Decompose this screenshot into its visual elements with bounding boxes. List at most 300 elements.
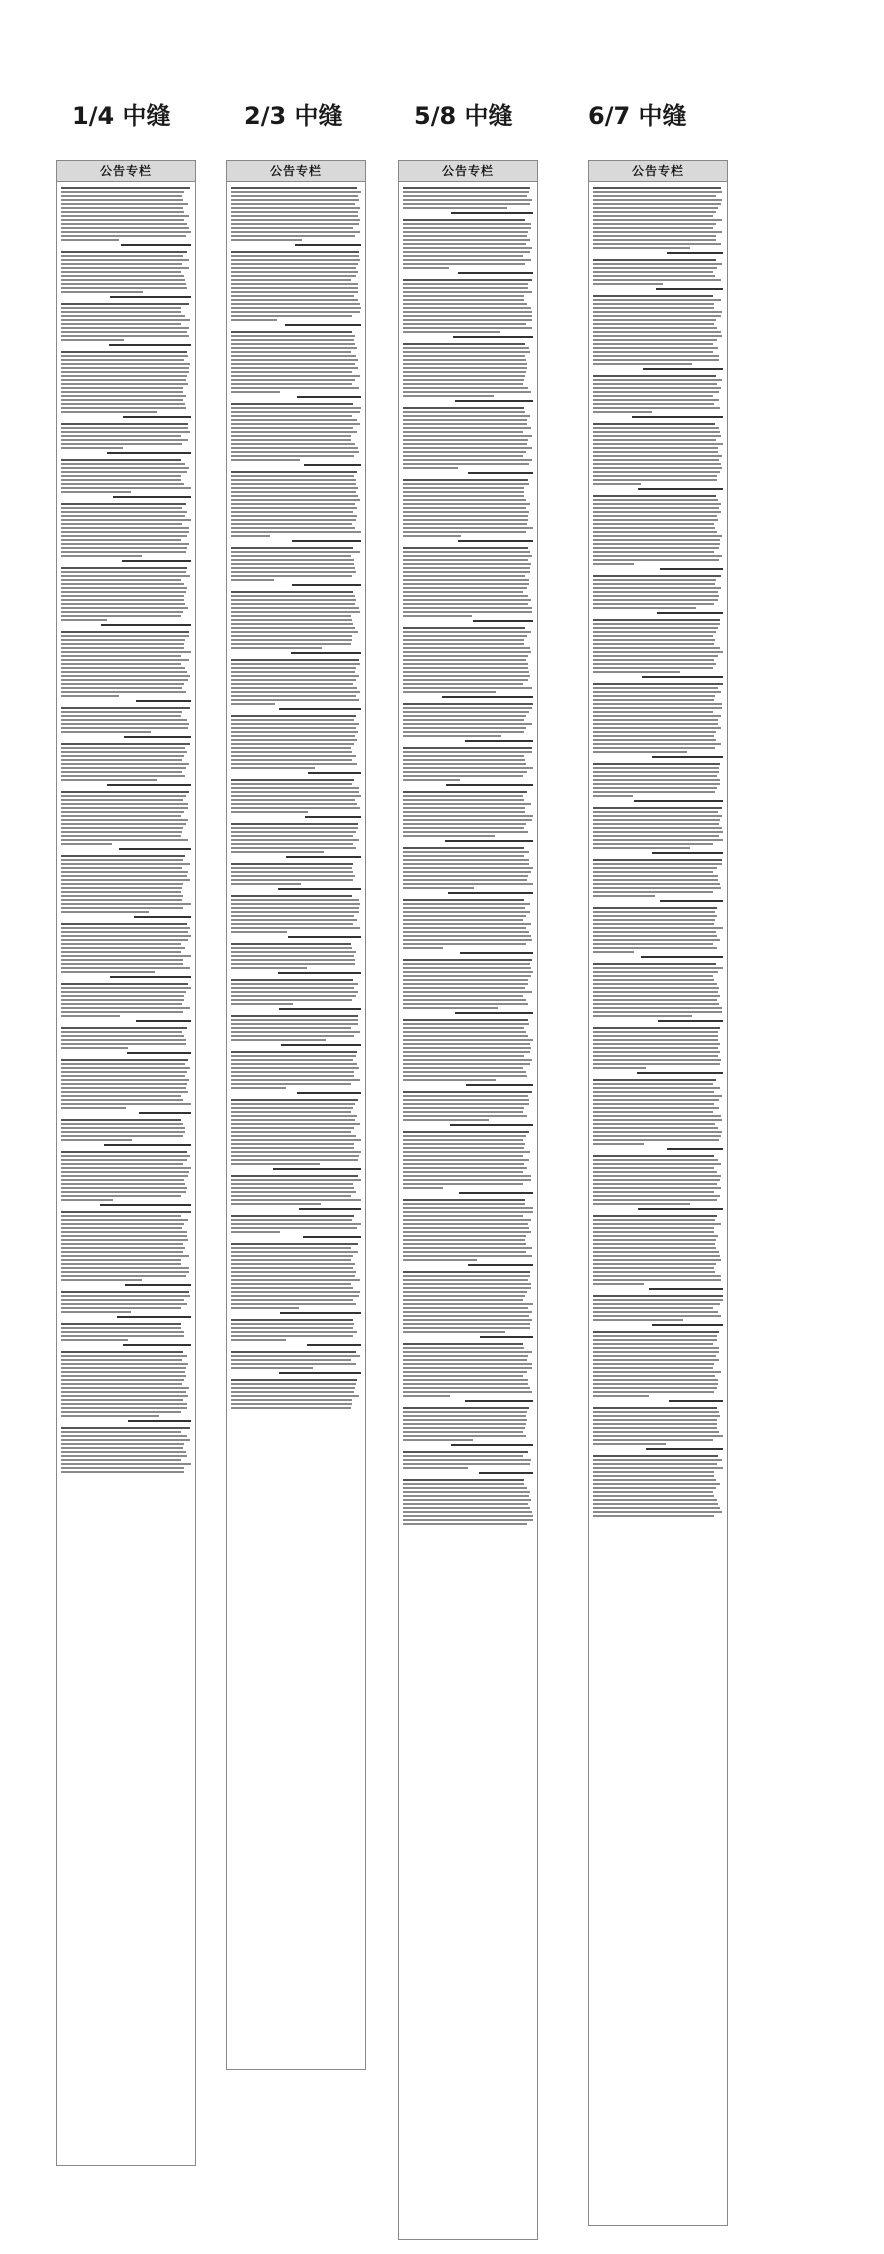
text-line bbox=[61, 1355, 187, 1357]
notice-signature bbox=[280, 1312, 361, 1314]
text-line bbox=[231, 1035, 354, 1037]
notice-signature bbox=[119, 848, 191, 850]
text-line bbox=[403, 1243, 526, 1245]
text-line bbox=[61, 523, 182, 525]
notice-signature bbox=[480, 1336, 533, 1338]
text-line bbox=[61, 215, 189, 217]
notice-item bbox=[231, 1319, 361, 1346]
notice-item bbox=[403, 1343, 533, 1402]
text-line bbox=[61, 275, 184, 277]
text-line bbox=[403, 855, 524, 857]
text-line bbox=[231, 791, 359, 793]
text-line bbox=[403, 899, 524, 901]
text-line bbox=[61, 1231, 187, 1233]
text-line bbox=[593, 1271, 715, 1273]
text-line bbox=[61, 999, 184, 1001]
text-line bbox=[61, 1363, 188, 1365]
text-line bbox=[403, 1183, 523, 1185]
text-line bbox=[403, 1199, 525, 1201]
text-line bbox=[403, 1379, 528, 1381]
text-line bbox=[403, 1331, 505, 1333]
column-header: 公告专栏 bbox=[589, 161, 727, 182]
text-line bbox=[403, 307, 531, 309]
text-line bbox=[593, 939, 720, 941]
notice-signature bbox=[458, 272, 533, 274]
text-line bbox=[403, 1507, 530, 1509]
text-line bbox=[403, 755, 524, 757]
text-line bbox=[61, 1167, 191, 1169]
text-line bbox=[61, 1431, 181, 1433]
text-line bbox=[61, 199, 183, 201]
text-line bbox=[403, 887, 474, 889]
text-line bbox=[593, 223, 716, 225]
text-line bbox=[593, 239, 716, 241]
notice-item bbox=[231, 331, 361, 398]
text-line bbox=[403, 1223, 528, 1225]
column-label-4: 6/7 中缝 bbox=[588, 102, 687, 130]
text-line bbox=[403, 1239, 525, 1241]
text-line bbox=[61, 895, 183, 897]
text-line bbox=[403, 1215, 523, 1217]
text-line bbox=[231, 607, 359, 609]
text-line bbox=[593, 1347, 719, 1349]
text-line bbox=[593, 1391, 714, 1393]
text-line bbox=[61, 819, 188, 821]
text-line bbox=[403, 859, 529, 861]
text-line bbox=[231, 903, 360, 905]
text-line bbox=[61, 759, 182, 761]
notice-signature bbox=[113, 496, 191, 498]
text-line bbox=[403, 1107, 524, 1109]
notice-item bbox=[61, 1151, 191, 1206]
text-line bbox=[403, 1271, 530, 1273]
text-line bbox=[61, 1267, 189, 1269]
notice-item bbox=[231, 779, 361, 818]
text-line bbox=[593, 1495, 714, 1497]
text-line bbox=[593, 1171, 717, 1173]
text-line bbox=[61, 1339, 128, 1341]
text-line bbox=[61, 831, 182, 833]
text-line bbox=[231, 295, 354, 297]
text-line bbox=[231, 219, 360, 221]
text-line bbox=[61, 207, 183, 209]
text-line bbox=[593, 643, 714, 645]
text-line bbox=[61, 503, 186, 505]
text-line bbox=[403, 1407, 529, 1409]
notice-item bbox=[61, 1119, 191, 1146]
text-line bbox=[593, 463, 721, 465]
text-line bbox=[231, 355, 356, 357]
text-line bbox=[61, 195, 182, 197]
text-line bbox=[403, 379, 524, 381]
text-line bbox=[231, 1147, 354, 1149]
text-line bbox=[403, 423, 527, 425]
text-line bbox=[231, 187, 357, 189]
notice-item bbox=[593, 575, 723, 614]
text-line bbox=[403, 911, 530, 913]
notice-item bbox=[403, 1091, 533, 1126]
text-line bbox=[231, 231, 360, 233]
text-line bbox=[231, 731, 358, 733]
text-line bbox=[593, 1123, 715, 1125]
notice-signature bbox=[642, 676, 723, 678]
text-line bbox=[593, 527, 715, 529]
text-line bbox=[231, 1307, 299, 1309]
text-line bbox=[403, 767, 533, 769]
notice-item bbox=[61, 459, 191, 498]
text-line bbox=[403, 287, 528, 289]
text-line bbox=[231, 343, 355, 345]
text-line bbox=[231, 499, 360, 501]
text-line bbox=[403, 591, 523, 593]
text-line bbox=[593, 1487, 716, 1489]
notice-item bbox=[231, 1379, 361, 1409]
text-line bbox=[231, 439, 351, 441]
text-line bbox=[593, 1127, 718, 1129]
text-line bbox=[231, 679, 356, 681]
notice-item bbox=[61, 251, 191, 298]
text-line bbox=[61, 351, 187, 353]
notice-item bbox=[61, 743, 191, 786]
text-line bbox=[593, 355, 719, 357]
text-line bbox=[61, 1395, 188, 1397]
text-line bbox=[403, 919, 523, 921]
text-line bbox=[231, 631, 358, 633]
text-line bbox=[231, 1395, 359, 1397]
text-line bbox=[593, 1239, 716, 1241]
text-line bbox=[593, 767, 719, 769]
notice-item bbox=[231, 1215, 361, 1238]
text-line bbox=[593, 923, 714, 925]
text-line bbox=[593, 379, 722, 381]
text-line bbox=[61, 399, 183, 401]
text-line bbox=[61, 955, 191, 957]
text-line bbox=[403, 1207, 533, 1209]
text-line bbox=[593, 295, 713, 297]
text-line bbox=[403, 263, 525, 265]
text-line bbox=[231, 991, 358, 993]
text-line bbox=[231, 1267, 353, 1269]
text-line bbox=[593, 659, 714, 661]
text-line bbox=[61, 671, 187, 673]
text-line bbox=[403, 1151, 530, 1153]
notice-list bbox=[227, 182, 365, 1417]
text-line bbox=[593, 1375, 715, 1377]
text-line bbox=[231, 1283, 351, 1285]
column-header: 公告专栏 bbox=[57, 161, 195, 182]
notice-item bbox=[231, 1099, 361, 1170]
notice-item bbox=[231, 979, 361, 1010]
text-line bbox=[231, 867, 352, 869]
text-line bbox=[403, 703, 533, 705]
text-line bbox=[593, 543, 720, 545]
text-line bbox=[61, 691, 186, 693]
text-line bbox=[61, 335, 189, 337]
notice-signature bbox=[128, 1420, 191, 1422]
text-line bbox=[61, 939, 188, 941]
text-line bbox=[403, 1139, 523, 1141]
text-line bbox=[403, 639, 524, 641]
text-line bbox=[61, 307, 181, 309]
text-line bbox=[593, 951, 634, 953]
notice-item bbox=[231, 1243, 361, 1314]
text-line bbox=[231, 863, 353, 865]
text-line bbox=[593, 683, 723, 685]
notice-signature bbox=[123, 416, 191, 418]
notice-item bbox=[231, 943, 361, 974]
text-line bbox=[593, 235, 716, 237]
text-line bbox=[231, 531, 361, 533]
text-line bbox=[593, 895, 655, 897]
text-line bbox=[61, 967, 190, 969]
text-line bbox=[231, 999, 352, 1001]
text-line bbox=[403, 735, 501, 737]
notice-signature bbox=[658, 1020, 723, 1022]
text-line bbox=[231, 767, 315, 769]
text-line bbox=[593, 995, 720, 997]
text-line bbox=[403, 299, 524, 301]
text-line bbox=[403, 1327, 530, 1329]
text-line bbox=[403, 347, 529, 349]
text-line bbox=[403, 1347, 524, 1349]
text-line bbox=[403, 191, 529, 193]
notice-item bbox=[231, 1015, 361, 1046]
text-line bbox=[231, 835, 353, 837]
text-line bbox=[61, 359, 184, 361]
text-line bbox=[593, 627, 718, 629]
text-line bbox=[231, 1387, 355, 1389]
text-line bbox=[61, 1063, 185, 1065]
text-line bbox=[403, 1483, 524, 1485]
text-line bbox=[403, 1219, 531, 1221]
text-line bbox=[593, 1267, 714, 1269]
text-line bbox=[403, 255, 523, 257]
text-line bbox=[593, 731, 716, 733]
text-line bbox=[593, 411, 652, 413]
text-line bbox=[61, 807, 188, 809]
text-line bbox=[403, 663, 528, 665]
text-line bbox=[403, 1111, 523, 1113]
text-line bbox=[61, 803, 188, 805]
notice-item bbox=[403, 1199, 533, 1266]
text-line bbox=[593, 999, 717, 1001]
text-line bbox=[593, 711, 713, 713]
text-line bbox=[61, 727, 188, 729]
text-line bbox=[231, 359, 358, 361]
text-line bbox=[61, 1195, 181, 1197]
text-line bbox=[403, 647, 530, 649]
text-line bbox=[593, 435, 721, 437]
text-line bbox=[403, 571, 530, 573]
text-line bbox=[403, 691, 496, 693]
text-line bbox=[231, 563, 354, 565]
text-line bbox=[61, 1451, 186, 1453]
text-line bbox=[231, 331, 352, 333]
text-line bbox=[593, 787, 717, 789]
text-line bbox=[231, 1187, 354, 1189]
text-line bbox=[593, 743, 721, 745]
text-line bbox=[61, 267, 189, 269]
text-line bbox=[593, 1315, 721, 1317]
notice-item bbox=[403, 1131, 533, 1194]
text-line bbox=[593, 1219, 715, 1221]
text-line bbox=[61, 255, 183, 257]
text-line bbox=[593, 1243, 715, 1245]
text-line bbox=[593, 1431, 719, 1433]
text-line bbox=[61, 491, 131, 493]
notice-item bbox=[231, 591, 361, 654]
text-line bbox=[61, 515, 185, 517]
text-line bbox=[403, 943, 526, 945]
text-line bbox=[61, 535, 187, 537]
text-line bbox=[403, 1035, 528, 1037]
text-line bbox=[593, 1167, 714, 1169]
text-line bbox=[403, 631, 531, 633]
text-line bbox=[231, 223, 359, 225]
text-line bbox=[61, 899, 182, 901]
text-line bbox=[593, 1131, 722, 1133]
text-line bbox=[61, 551, 186, 553]
text-line bbox=[593, 555, 722, 557]
text-line bbox=[593, 387, 721, 389]
text-line bbox=[231, 551, 360, 553]
text-line bbox=[403, 847, 524, 849]
notice-signature bbox=[286, 856, 361, 858]
text-line bbox=[403, 519, 528, 521]
text-line bbox=[403, 1039, 533, 1041]
text-line bbox=[593, 1187, 721, 1189]
text-line bbox=[231, 367, 358, 369]
text-line bbox=[231, 1175, 358, 1177]
text-line bbox=[231, 675, 359, 677]
text-line bbox=[403, 607, 532, 609]
text-line bbox=[403, 223, 531, 225]
notice-signature bbox=[652, 852, 723, 854]
text-line bbox=[403, 383, 523, 385]
notice-signature bbox=[459, 1192, 533, 1194]
text-line bbox=[61, 587, 187, 589]
notice-item bbox=[593, 259, 723, 290]
text-line bbox=[61, 411, 157, 413]
text-line bbox=[61, 459, 181, 461]
text-line bbox=[403, 1135, 526, 1137]
notice-signature bbox=[455, 1012, 533, 1014]
text-line bbox=[593, 1091, 714, 1093]
text-line bbox=[61, 567, 187, 569]
text-line bbox=[403, 1019, 528, 1021]
text-line bbox=[61, 1447, 183, 1449]
text-line bbox=[403, 1055, 524, 1057]
text-line bbox=[403, 1499, 531, 1501]
text-line bbox=[231, 1391, 354, 1393]
text-line bbox=[403, 391, 531, 393]
text-line bbox=[231, 351, 351, 353]
text-line bbox=[231, 303, 360, 305]
text-line bbox=[231, 955, 354, 957]
text-line bbox=[593, 267, 717, 269]
text-line bbox=[231, 455, 354, 457]
notice-item bbox=[231, 863, 361, 890]
notice-signature bbox=[638, 1208, 723, 1210]
text-line bbox=[231, 1339, 286, 1341]
notice-signature bbox=[299, 1208, 361, 1210]
text-line bbox=[593, 1435, 723, 1437]
text-line bbox=[231, 1203, 321, 1205]
text-line bbox=[403, 683, 523, 685]
text-line bbox=[61, 311, 181, 313]
text-line bbox=[593, 667, 713, 669]
text-line bbox=[61, 1351, 183, 1353]
text-line bbox=[593, 1383, 718, 1385]
text-line bbox=[403, 995, 523, 997]
text-line bbox=[593, 979, 714, 981]
text-line bbox=[231, 459, 300, 461]
text-line bbox=[593, 771, 719, 773]
text-line bbox=[593, 1415, 720, 1417]
text-line bbox=[403, 679, 528, 681]
text-line bbox=[403, 975, 531, 977]
text-line bbox=[593, 403, 714, 405]
text-line bbox=[403, 651, 531, 653]
text-line bbox=[593, 1047, 718, 1049]
text-line bbox=[593, 975, 713, 977]
text-line bbox=[593, 655, 718, 657]
notice-item bbox=[231, 1351, 361, 1374]
text-line bbox=[61, 971, 155, 973]
text-line bbox=[61, 947, 185, 949]
text-line bbox=[231, 491, 356, 493]
text-line bbox=[231, 979, 353, 981]
notice-item bbox=[403, 343, 533, 402]
notice-item bbox=[61, 791, 191, 850]
text-line bbox=[231, 203, 355, 205]
text-line bbox=[593, 739, 716, 741]
text-line bbox=[593, 867, 717, 869]
text-line bbox=[593, 483, 641, 485]
text-line bbox=[403, 779, 460, 781]
text-line bbox=[61, 303, 189, 305]
text-line bbox=[231, 623, 353, 625]
text-line bbox=[231, 1363, 356, 1365]
notice-item bbox=[61, 631, 191, 702]
text-line bbox=[231, 1351, 356, 1353]
text-line bbox=[403, 367, 527, 369]
text-line bbox=[61, 395, 186, 397]
text-line bbox=[61, 747, 185, 749]
text-line bbox=[403, 567, 530, 569]
text-line bbox=[231, 1251, 358, 1253]
text-line bbox=[593, 187, 721, 189]
text-line bbox=[593, 263, 722, 265]
notice-item bbox=[61, 423, 191, 454]
notice-signature bbox=[643, 368, 723, 370]
text-line bbox=[61, 867, 182, 869]
text-line bbox=[61, 1087, 186, 1089]
text-line bbox=[231, 1087, 286, 1089]
text-line bbox=[61, 683, 184, 685]
text-line bbox=[61, 595, 184, 597]
text-line bbox=[403, 1179, 531, 1181]
text-line bbox=[403, 615, 472, 617]
column-label-1: 1/4 中缝 bbox=[72, 102, 171, 130]
text-line bbox=[61, 283, 186, 285]
text-line bbox=[593, 1223, 721, 1225]
text-line bbox=[231, 635, 352, 637]
text-line bbox=[231, 823, 358, 825]
notice-item bbox=[593, 907, 723, 958]
text-line bbox=[593, 595, 719, 597]
notice-signature bbox=[136, 700, 191, 702]
